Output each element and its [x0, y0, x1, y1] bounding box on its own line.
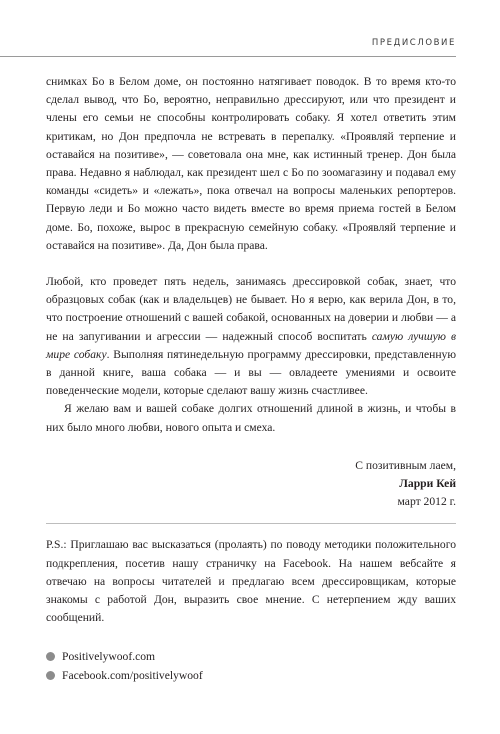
paragraph-2-emphasis: самую лучшую в мире собаку: [46, 329, 456, 361]
paragraph-1: снимках Бо в Белом доме, он постоянно натягивает поводок. В то время кто-то сделал вывод, что Бо, вероятно, неправильно дрессируют, или что президент и члены его семьи не способны контролировать собаку. Я хотел ответить этим критикам, но Дон предпочла не встревать в перепалку. «Проявляй терпение и оставайся на позитиве», — советовала она мне, как истинный тренер. Дон была права. Недавно я наблюдал, как президент шел с Бо по зоомагазину и подавал ему команды «сидеть» и «лежать», пока отвечал на вопросы маленьких репортеров. Первую леди и Бо можно часто видеть вместе во время приема гостей в Белом доме. Бо, похоже, вырос в прекрасную семейную собаку. «Проявляй терпение и оставайся на позитиве». Да, Дон была права.: [46, 75, 456, 252]
signature-block: [46, 457, 456, 512]
paragraph-2-part-1: Любой, кто проведет пять недель, занимаясь дрессировкой собак, знает, что образцовых собак (как и владельцев) не бывает. Но я верю, как верила Дон, в то, что построение отношений с вашей собакой, основанных на доверии и любви — а не на запугивании и агрессии — надежный способ воспитать: [46, 275, 456, 343]
paragraph-2-part-2: . Выполняя пятинедельную программу дрессировки, представленную в данной книге, ваша собака — и вы — овладеете умениями и освоите поведенческие модели, которые сделают вашу жизнь счастливее.: [46, 347, 456, 398]
bullet-dot-icon: [46, 671, 55, 680]
postscript-paragraph: P.S.: Приглашаю вас высказаться (пролаять) по поводу методики положительного подкрепления, посетив нашу страничку на Facebook. На нашем вебсайте я отвечаю на вопросы читателей и предлагаю всем дрессировщикам, которые знакомы с работой Дон, выразить свое мнение. С нетерпением жду ваших сообщений.: [46, 538, 456, 625]
paragraph-2: [46, 273, 456, 400]
paragraph-3: Я желаю вам и вашей собаке долгих отношений длиной в жизнь, и чтобы в них было много любви, нового опыта и смеха.: [46, 402, 456, 434]
signature-date: март 2012 г.: [397, 495, 456, 509]
signature-closing: С позитивным лаем,: [355, 458, 456, 472]
link-facebook-label[interactable]: Facebook.com/positivelywoof: [62, 668, 203, 682]
links-list: [46, 647, 456, 685]
header-rule: [0, 56, 456, 57]
link-item-website[interactable]: [46, 647, 456, 666]
signature-author: Ларри Кей: [399, 477, 456, 491]
section-divider: [46, 523, 456, 524]
page-body: [46, 73, 456, 685]
link-item-facebook[interactable]: [46, 666, 456, 685]
bullet-dot-icon: [46, 652, 55, 661]
link-website-label[interactable]: Positivelywoof.com: [62, 649, 156, 663]
running-head-title: ПРЕДИСЛОВИЕ: [371, 38, 456, 48]
